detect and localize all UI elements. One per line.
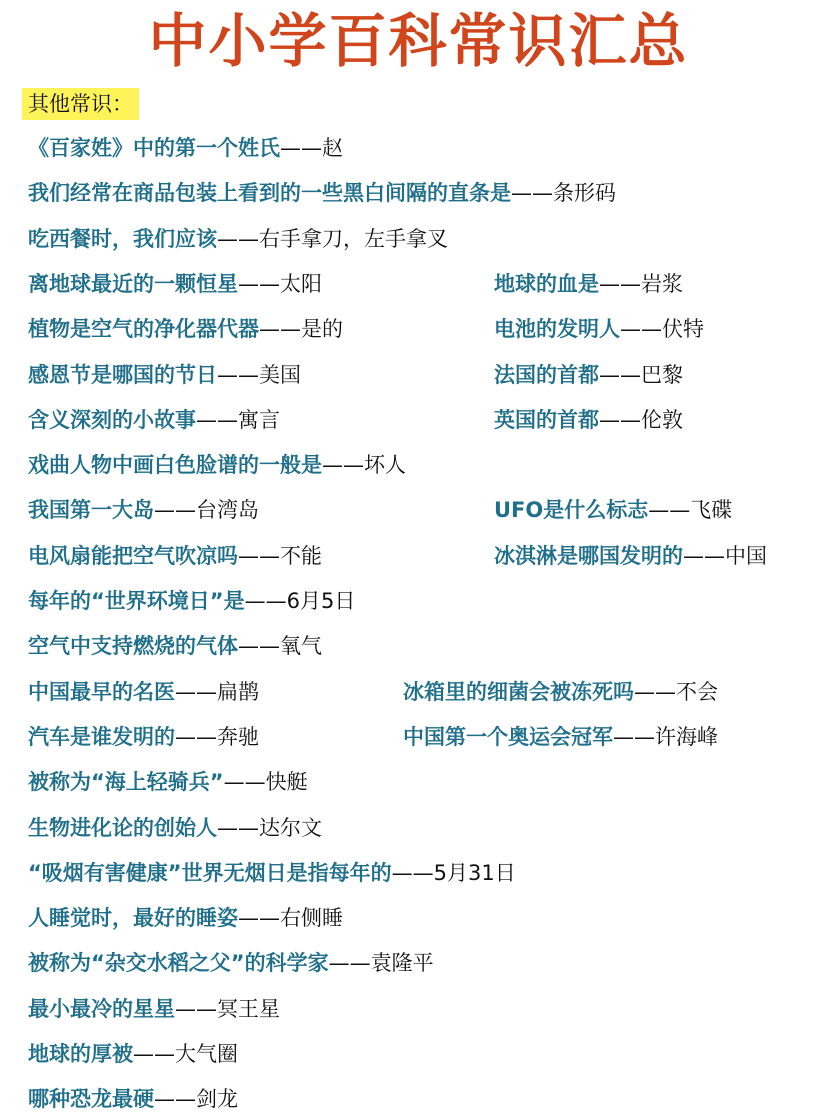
fact-answer: ——冥王星 — [175, 996, 280, 1021]
fact-question: 英国的首都 — [494, 407, 599, 432]
fact-answer: ——台湾岛 — [154, 498, 259, 523]
fact-question: 法国的首都 — [494, 362, 599, 387]
fact-answer: ——条形码 — [511, 181, 616, 206]
fact-answer: ——伦敦 — [599, 407, 683, 432]
fact-answer: ——坏人 — [322, 453, 406, 478]
fact-answer: ——伏特 — [620, 317, 704, 342]
fact-answer: ——5月31日 — [391, 860, 516, 885]
fact-answer: ——袁隆平 — [328, 951, 434, 976]
page-title: 中小学百科常识汇总 — [148, 7, 689, 75]
fact-item — [28, 450, 406, 480]
fact-question: “吸烟有害健康”世界无烟日是指每年的 — [28, 860, 392, 885]
fact-question: 中国最早的名医 — [28, 679, 175, 704]
fact-question: 空气中支持燃烧的气体 — [28, 634, 238, 659]
fact-row — [0, 858, 837, 888]
fact-item — [403, 677, 718, 707]
fact-item — [28, 541, 322, 571]
fact-row — [0, 360, 837, 390]
fact-question: 哪种恐龙最硬 — [28, 1087, 154, 1112]
fact-answer: ——飞碟 — [648, 498, 733, 523]
fact-row — [0, 405, 837, 435]
fact-item — [28, 269, 322, 299]
fact-row — [0, 767, 837, 797]
fact-row — [0, 722, 837, 752]
fact-row — [0, 948, 837, 978]
fact-item — [28, 858, 516, 888]
fact-answer: ——剑龙 — [154, 1087, 238, 1112]
fact-question: 植物是空气的净化器代器 — [28, 317, 259, 342]
fact-answer: ——不会 — [634, 679, 718, 704]
fact-question: 我国第一大岛 — [28, 498, 154, 523]
fact-row — [0, 813, 837, 843]
fact-item — [28, 903, 343, 933]
fact-answer: ——巴黎 — [599, 362, 683, 387]
fact-row — [0, 586, 837, 616]
fact-row — [0, 269, 837, 299]
fact-answer: ——中国 — [683, 543, 767, 568]
fact-question: 冰箱里的细菌会被冻死吗 — [403, 679, 634, 704]
fact-item — [28, 178, 616, 208]
fact-answer: ——美国 — [217, 362, 301, 387]
fact-item — [28, 813, 322, 843]
fact-item — [28, 405, 280, 435]
fact-answer: ——是的 — [259, 317, 343, 342]
fact-answer: ——寓言 — [196, 407, 280, 432]
fact-answer: ——右侧睡 — [238, 906, 343, 931]
fact-row — [0, 178, 837, 208]
fact-answer: ——6月5日 — [244, 589, 356, 613]
fact-question: 被称为“杂交水稻之父”的科学家 — [28, 951, 329, 976]
fact-question: 电风扇能把空气吹凉吗 — [28, 543, 238, 568]
fact-item — [28, 224, 448, 254]
fact-question: 《百家姓》中的第一个姓氏 — [28, 136, 280, 160]
fact-question: 汽车是谁发明的 — [28, 724, 175, 749]
fact-row — [0, 224, 837, 254]
fact-answer: ——氧气 — [238, 634, 322, 659]
fact-answer: ——达尔文 — [217, 815, 322, 840]
fact-question: 吃西餐时，我们应该 — [28, 226, 217, 251]
fact-question: 冰淇淋是哪国发明的 — [494, 543, 683, 568]
fact-answer: ——大气圈 — [133, 1042, 238, 1066]
fact-item — [28, 495, 259, 525]
fact-row — [0, 631, 837, 661]
fact-item — [494, 269, 683, 299]
fact-question: 电池的发明人 — [494, 317, 620, 342]
fact-row — [0, 677, 837, 707]
fact-item — [494, 360, 683, 390]
section-label: 其他常识： — [22, 88, 139, 120]
fact-answer: ——扁鹊 — [175, 679, 259, 704]
fact-answer: ——岩浆 — [599, 271, 683, 296]
fact-question: 含义深刻的小故事 — [28, 407, 196, 432]
fact-question: 人睡觉时，最好的睡姿 — [28, 906, 238, 931]
fact-item — [403, 722, 718, 752]
fact-item — [28, 994, 280, 1024]
fact-item — [28, 677, 259, 707]
fact-item — [28, 1039, 238, 1069]
fact-row — [0, 994, 837, 1024]
fact-answer: ——太阳 — [238, 271, 322, 296]
fact-item — [28, 314, 343, 344]
fact-question: 被称为“海上轻骑兵” — [28, 770, 224, 795]
fact-row — [0, 314, 837, 344]
fact-row — [0, 133, 837, 163]
fact-question: 我们经常在商品包装上看到的一些黑白间隔的直条是 — [28, 181, 511, 206]
fact-row — [0, 450, 837, 480]
fact-question: 离地球最近的一颗恒星 — [28, 271, 238, 296]
fact-item — [28, 1084, 238, 1114]
fact-item — [28, 631, 322, 661]
fact-item — [28, 948, 434, 978]
fact-row — [0, 541, 837, 571]
fact-item — [28, 133, 343, 163]
fact-item — [494, 405, 683, 435]
fact-question: 最小最冷的星星 — [28, 996, 175, 1021]
fact-answer: ——奔驰 — [175, 724, 259, 749]
fact-answer: ——右手拿刀，左手拿叉 — [217, 226, 448, 251]
fact-answer: ——快艇 — [223, 770, 308, 795]
fact-answer: ——赵 — [280, 136, 343, 160]
fact-item — [28, 767, 308, 797]
fact-item — [494, 541, 767, 571]
fact-question: UFO是什么标志 — [494, 498, 649, 523]
fact-question: 戏曲人物中画白色脸谱的一般是 — [28, 453, 322, 478]
fact-question: 每年的“世界环境日”是 — [28, 589, 245, 613]
fact-item — [494, 314, 704, 344]
fact-answer: ——不能 — [238, 543, 322, 568]
fact-row — [0, 1084, 837, 1114]
fact-question: 地球的厚被 — [28, 1042, 133, 1066]
fact-question: 地球的血是 — [494, 271, 599, 296]
fact-question: 中国第一个奥运会冠军 — [403, 724, 613, 749]
fact-item — [494, 495, 732, 525]
fact-answer: ——许海峰 — [613, 724, 718, 749]
fact-row — [0, 903, 837, 933]
fact-row — [0, 495, 837, 525]
fact-item — [28, 722, 259, 752]
fact-row — [0, 1039, 837, 1069]
fact-item — [28, 586, 355, 616]
fact-item — [28, 360, 301, 390]
fact-question: 感恩节是哪国的节日 — [28, 362, 217, 387]
fact-question: 生物进化论的创始人 — [28, 815, 217, 840]
